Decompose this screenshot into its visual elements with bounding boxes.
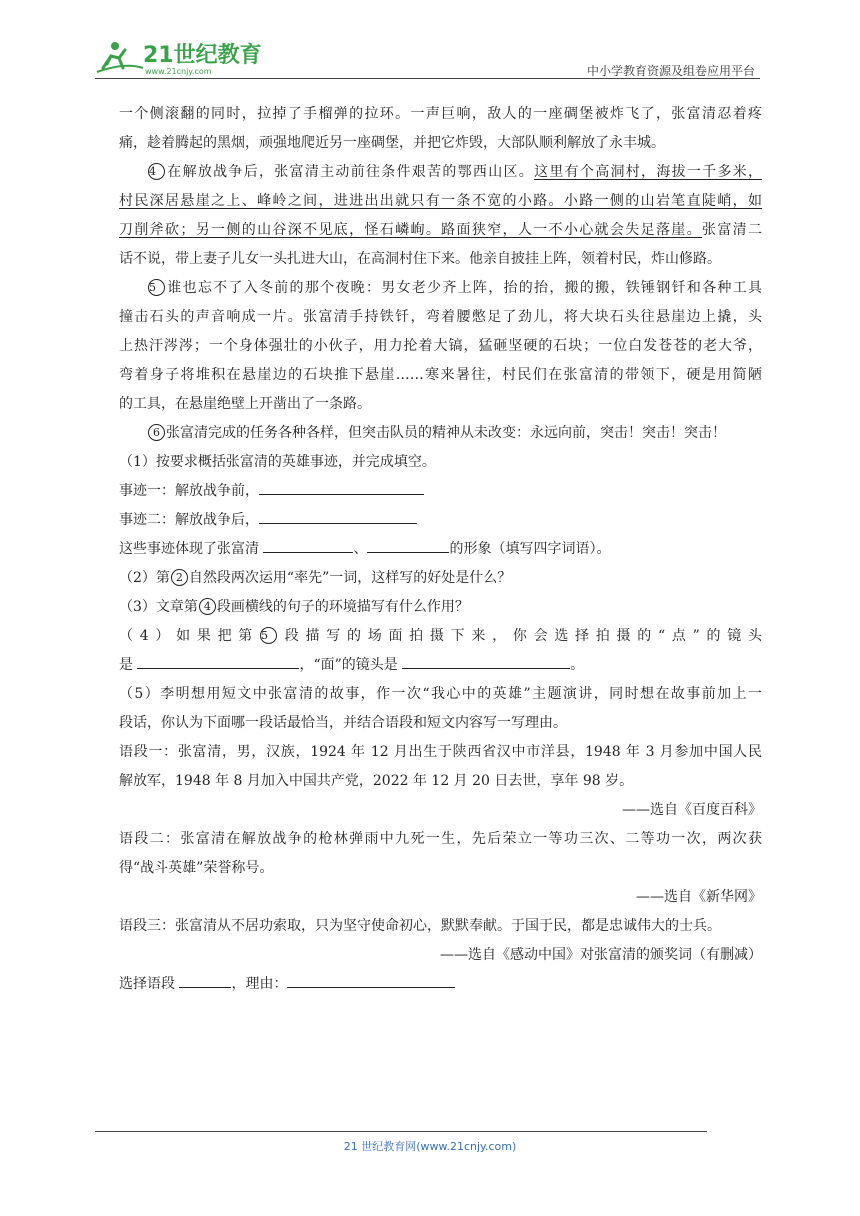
question-5: （5）李明想用短文中张富清的故事，作一次“我心中的英雄”主题演讲，同时想在故事前加上一 xyxy=(119,686,762,702)
svg-text:21世纪教育: 21世纪教育 xyxy=(143,43,262,68)
svg-text:www.21cnjy.com: www.21cnjy.com xyxy=(145,67,212,76)
answer-blank[interactable] xyxy=(259,480,424,495)
segment-2: 得“战斗英雄”荣誉称号。 xyxy=(119,860,274,876)
text-line: 痛，趁着腾起的黑烟，顽强地爬近另一座碉堡，并把它炸毁，大部队顺利解放了永丰城。 xyxy=(119,135,665,151)
paragraph-5-line: 5 谁也忘不了入冬前的那个夜晚：男女老少齐上阵，抬的抬，搬的搬，铁锤钢钎和各种工具 xyxy=(149,280,762,296)
paragraph-number: 5 xyxy=(148,279,165,296)
question-5: 段话，你认为下面哪一段话最恰当，并结合语段和短文内容写一写理由。 xyxy=(119,715,567,731)
question-1-item-a: 事迹一：解放战争前， xyxy=(119,477,762,506)
paragraph-6-line: 6 张富清完成的任务各种各样，但突击队员的精神从未改变：永远向前，突击！突击！突击！ xyxy=(119,419,762,448)
paragraph-5-line: 上热汗涔涔；一个身体强壮的小伙子，用力抡着大镐，猛砸坚硬的石块；一位白发苍苍的老大爷， xyxy=(119,338,762,354)
paragraph-5-line: 撞击石头的声音响成一片。张富清手持铁钎，弯着腰憋足了劲儿，将大块石头往悬崖边上撬，头 xyxy=(119,309,762,325)
header-divider xyxy=(95,78,760,79)
answer-blank[interactable] xyxy=(259,509,417,524)
answer-blank[interactable] xyxy=(137,654,299,669)
paragraph-4-line: 4 在解放战争后，张富清主动前往条件艰苦的鄂西山区。这里有个高洞村，海拔一千多米， xyxy=(149,164,763,180)
choose-segment-line: 选择语段 ，理由： xyxy=(119,970,762,999)
segment-1: 解放军，1948 年 8 月加入中国共产党，2022 年 12 月 20 日去世，享年 98 岁。 xyxy=(119,773,634,789)
question-1: （1）按要求概括张富清的英雄事迹，并完成填空。 xyxy=(119,454,436,470)
answer-blank[interactable] xyxy=(179,973,231,988)
segment-2: 语段二：张富清在解放战争的枪林弹雨中九死一生，先后荣立一等功三次、二等功一次，两次获 xyxy=(119,831,762,847)
page-header xyxy=(95,38,760,78)
paragraph-4-line: 话不说，带上妻子儿女一头扎进大山，在高洞村住下来。他亲自披挂上阵，领着村民，炸山修路。 xyxy=(119,251,721,267)
paragraph-5-line: 的工具，在悬崖绝壁上开凿出了一条路。 xyxy=(119,396,371,412)
paragraph-number: 4 xyxy=(199,598,216,615)
answer-blank[interactable] xyxy=(263,538,353,553)
paragraph-5-line: 弯着身子将堆积在悬崖边的石块推下悬崖……寒来暑往，村民们在张富清的带领下，硬是用简陋 xyxy=(119,367,762,383)
question-2: （2）第 2 自然段两次运用“率先”一词，这样写的好处是什么？ xyxy=(119,570,512,586)
paragraph-number: 4 xyxy=(148,163,165,180)
segment-3: 语段三：张富清从不居功索取，只为坚守使命初心，默默奉献。于国于民，都是忠诚伟大的士兵。 xyxy=(119,918,721,934)
question-4: （4）如果把第 5 段描写的场面拍摄下来，你会选择拍摄的“点”的镜头 xyxy=(119,628,762,644)
footer-divider xyxy=(95,1131,707,1132)
logo-21cnjy-icon xyxy=(95,38,265,78)
document-body xyxy=(119,100,762,999)
underlined-sentence: 村民深居悬崖之上、峰岭之间，进进出出就只有一条不宽的小路。小路一侧的山岩笔直陡峭，如 xyxy=(119,193,762,209)
question-1-item-b: 事迹二：解放战争后， xyxy=(119,506,762,535)
segment-1-source: ——选自《百度百科》 xyxy=(622,802,762,818)
segment-2-source: ——选自《新华网》 xyxy=(636,889,762,905)
text-line: 一个侧滚翻的同时，拉掉了手榴弹的拉环。一声巨响，敌人的一座碉堡被炸飞了，张富清忍着疼 xyxy=(119,106,762,122)
underlined-sentence: 刀削斧砍；另一侧的山谷深不见底，怪石嶙峋。路面狭窄，人一不小心就会失足落崖。 xyxy=(119,222,702,238)
question-1-item-c: 这些事迹体现了张富清 、 的形象（填写四字词语）。 xyxy=(119,535,762,564)
answer-blank[interactable] xyxy=(287,973,455,988)
underlined-sentence: 这里有个高洞村，海拔一千多米， xyxy=(534,164,763,180)
question-3: （3）文章第 4 段画横线的句子的环境描写有什么作用？ xyxy=(119,599,469,615)
paragraph-number: 6 xyxy=(148,424,165,441)
paragraph-number: 5 xyxy=(260,627,277,644)
paragraph-4-line: 刀削斧砍；另一侧的山谷深不见底，怪石嶙峋。路面狭窄，人一不小心就会失足落崖。张富清二 xyxy=(119,222,763,238)
question-4-blanks: 是 ，“面”的镜头是 。 xyxy=(119,651,762,680)
answer-blank[interactable] xyxy=(367,538,449,553)
segment-3-source: ——选自《感动中国》对张富清的颁奖词（有删减） xyxy=(440,947,762,963)
answer-blank[interactable] xyxy=(402,654,570,669)
segment-1: 语段一：张富清，男，汉族，1924 年 12 月出生于陕西省汉中市洋县，1948 年 3 月参加中国人民 xyxy=(119,744,762,760)
footer-site-text: 21 世纪教育网(www.21cnjy.com) xyxy=(343,1140,517,1153)
paragraph-number: 2 xyxy=(171,569,188,586)
header-platform-text: 中小学教育资源及组卷应用平台 xyxy=(586,64,755,78)
